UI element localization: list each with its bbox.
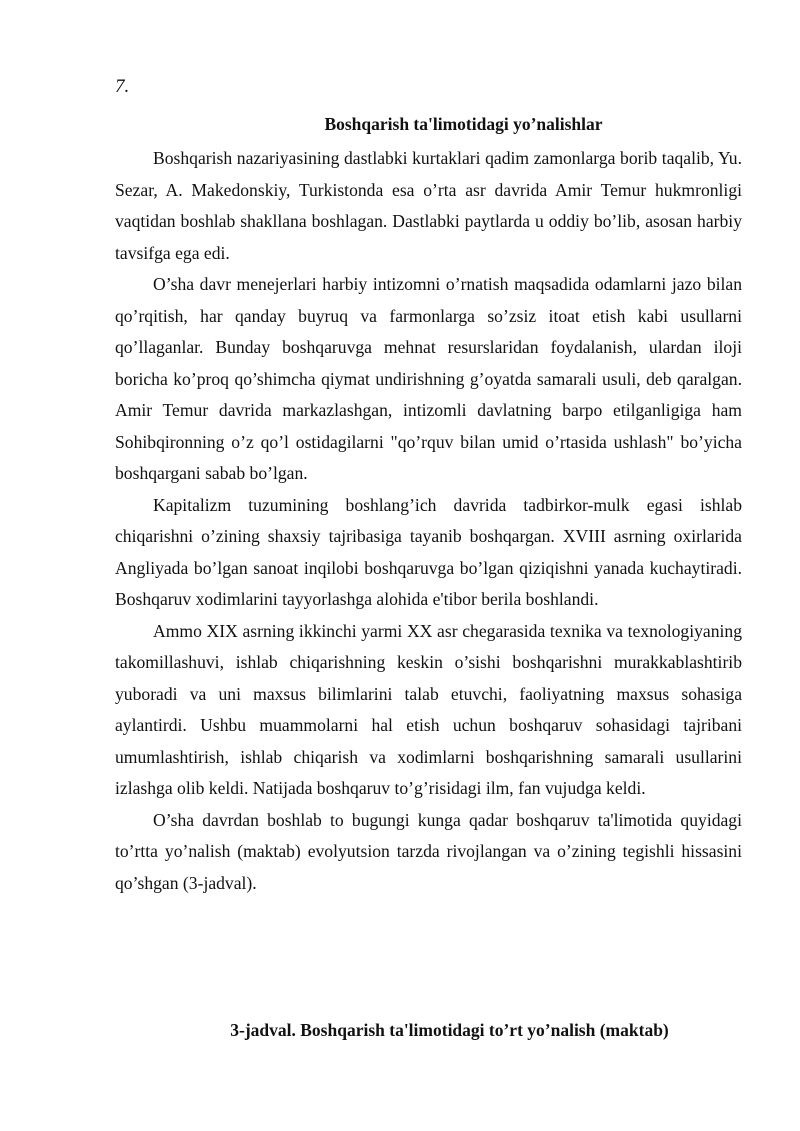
table-caption: 3-jadval. Boshqarish ta'limotidagi to’rt yo’nalish (maktab) — [230, 1020, 669, 1040]
body-text — [115, 143, 742, 899]
page-number: 7. — [115, 76, 130, 97]
paragraph: O’sha davr menejerlari harbiy intizomni o’rnatish maqsadida odamlarni jazo bilan qo’rqitish, har qanday buyruq va farmonlarga so’zsiz itoat etish kabi usullarni qo’llaganlar. Bunday boshqaruvga mehnat resurslaridan foydalanish, ulardan iloji boricha ko’proq qo’shimcha qiymat undirishning g’oyatda samarali usuli, deb qaralgan. Amir Temur davrida markazlashgan, intizomli davlatning barpo etilganligiga ham Sohibqironning o’z qo’l ostidagilarni "qo’rquv bilan umid o’rtasida ushlash" bo’yicha boshqargani sabab bo’lgan. — [115, 274, 742, 483]
paragraph: Kapitalizm tuzumining boshlang’ich davrida tadbirkor-mulk egasi ishlab chiqarishni o’zining shaxsiy tajribasiga tayanib boshqargan. XVIII asrning oxirlarida Angliyada bo’lgan sanoat inqilobi boshqaruvga bo’lgan qiziqishni yanada kuchaytiradi. Boshqaruv xodimlarini tayyorlashga alohida e'tibor berila boshlandi. — [115, 494, 742, 609]
section-heading: Boshqarish ta'limotidagi yo’nalishlar — [324, 114, 603, 134]
paragraph: Boshqarish nazariyasining dastlabki kurtaklari qadim zamonlarga borib taqalib, Yu. Sezar, A. Makedonskiy, Turkistonda esa o’rta asr davrida Amir Temur hukmronligi vaqtidan boshlab shakllana boshlagan. Dastlabki paytlarda u oddiy bo’lib, asosan harbiy tavsifga ega edi. — [115, 148, 742, 263]
paragraph: O’sha davrdan boshlab to bugungi kunga qadar boshqaruv ta'limotida quyidagi to’rtta yo’nalish (maktab) evolyutsion tarzda rivojlangan va o’zining tegishli hissasini qo’shgan (3-jadval). — [115, 809, 742, 893]
paragraph: Ammo XIX asrning ikkinchi yarmi XX asr chegarasida texnika va texnologiyaning takomillashuvi, ishlab chiqarishning keskin o’sishi boshqarishni murakkablashtirib yuboradi va uni maxsus bilimlarini talab etuvchi, faoliyatning maxsus sohasiga aylantirdi. Ushbu muammolarni hal etish uchun boshqaruv sohasidagi tajribani umumlashtirish, ishlab chiqarish va xodimlarni boshqarishning samarali usullarini izlashga olib keldi. Natijada boshqaruv to’g’risidagi ilm, fan vujudga keldi. — [115, 620, 742, 798]
